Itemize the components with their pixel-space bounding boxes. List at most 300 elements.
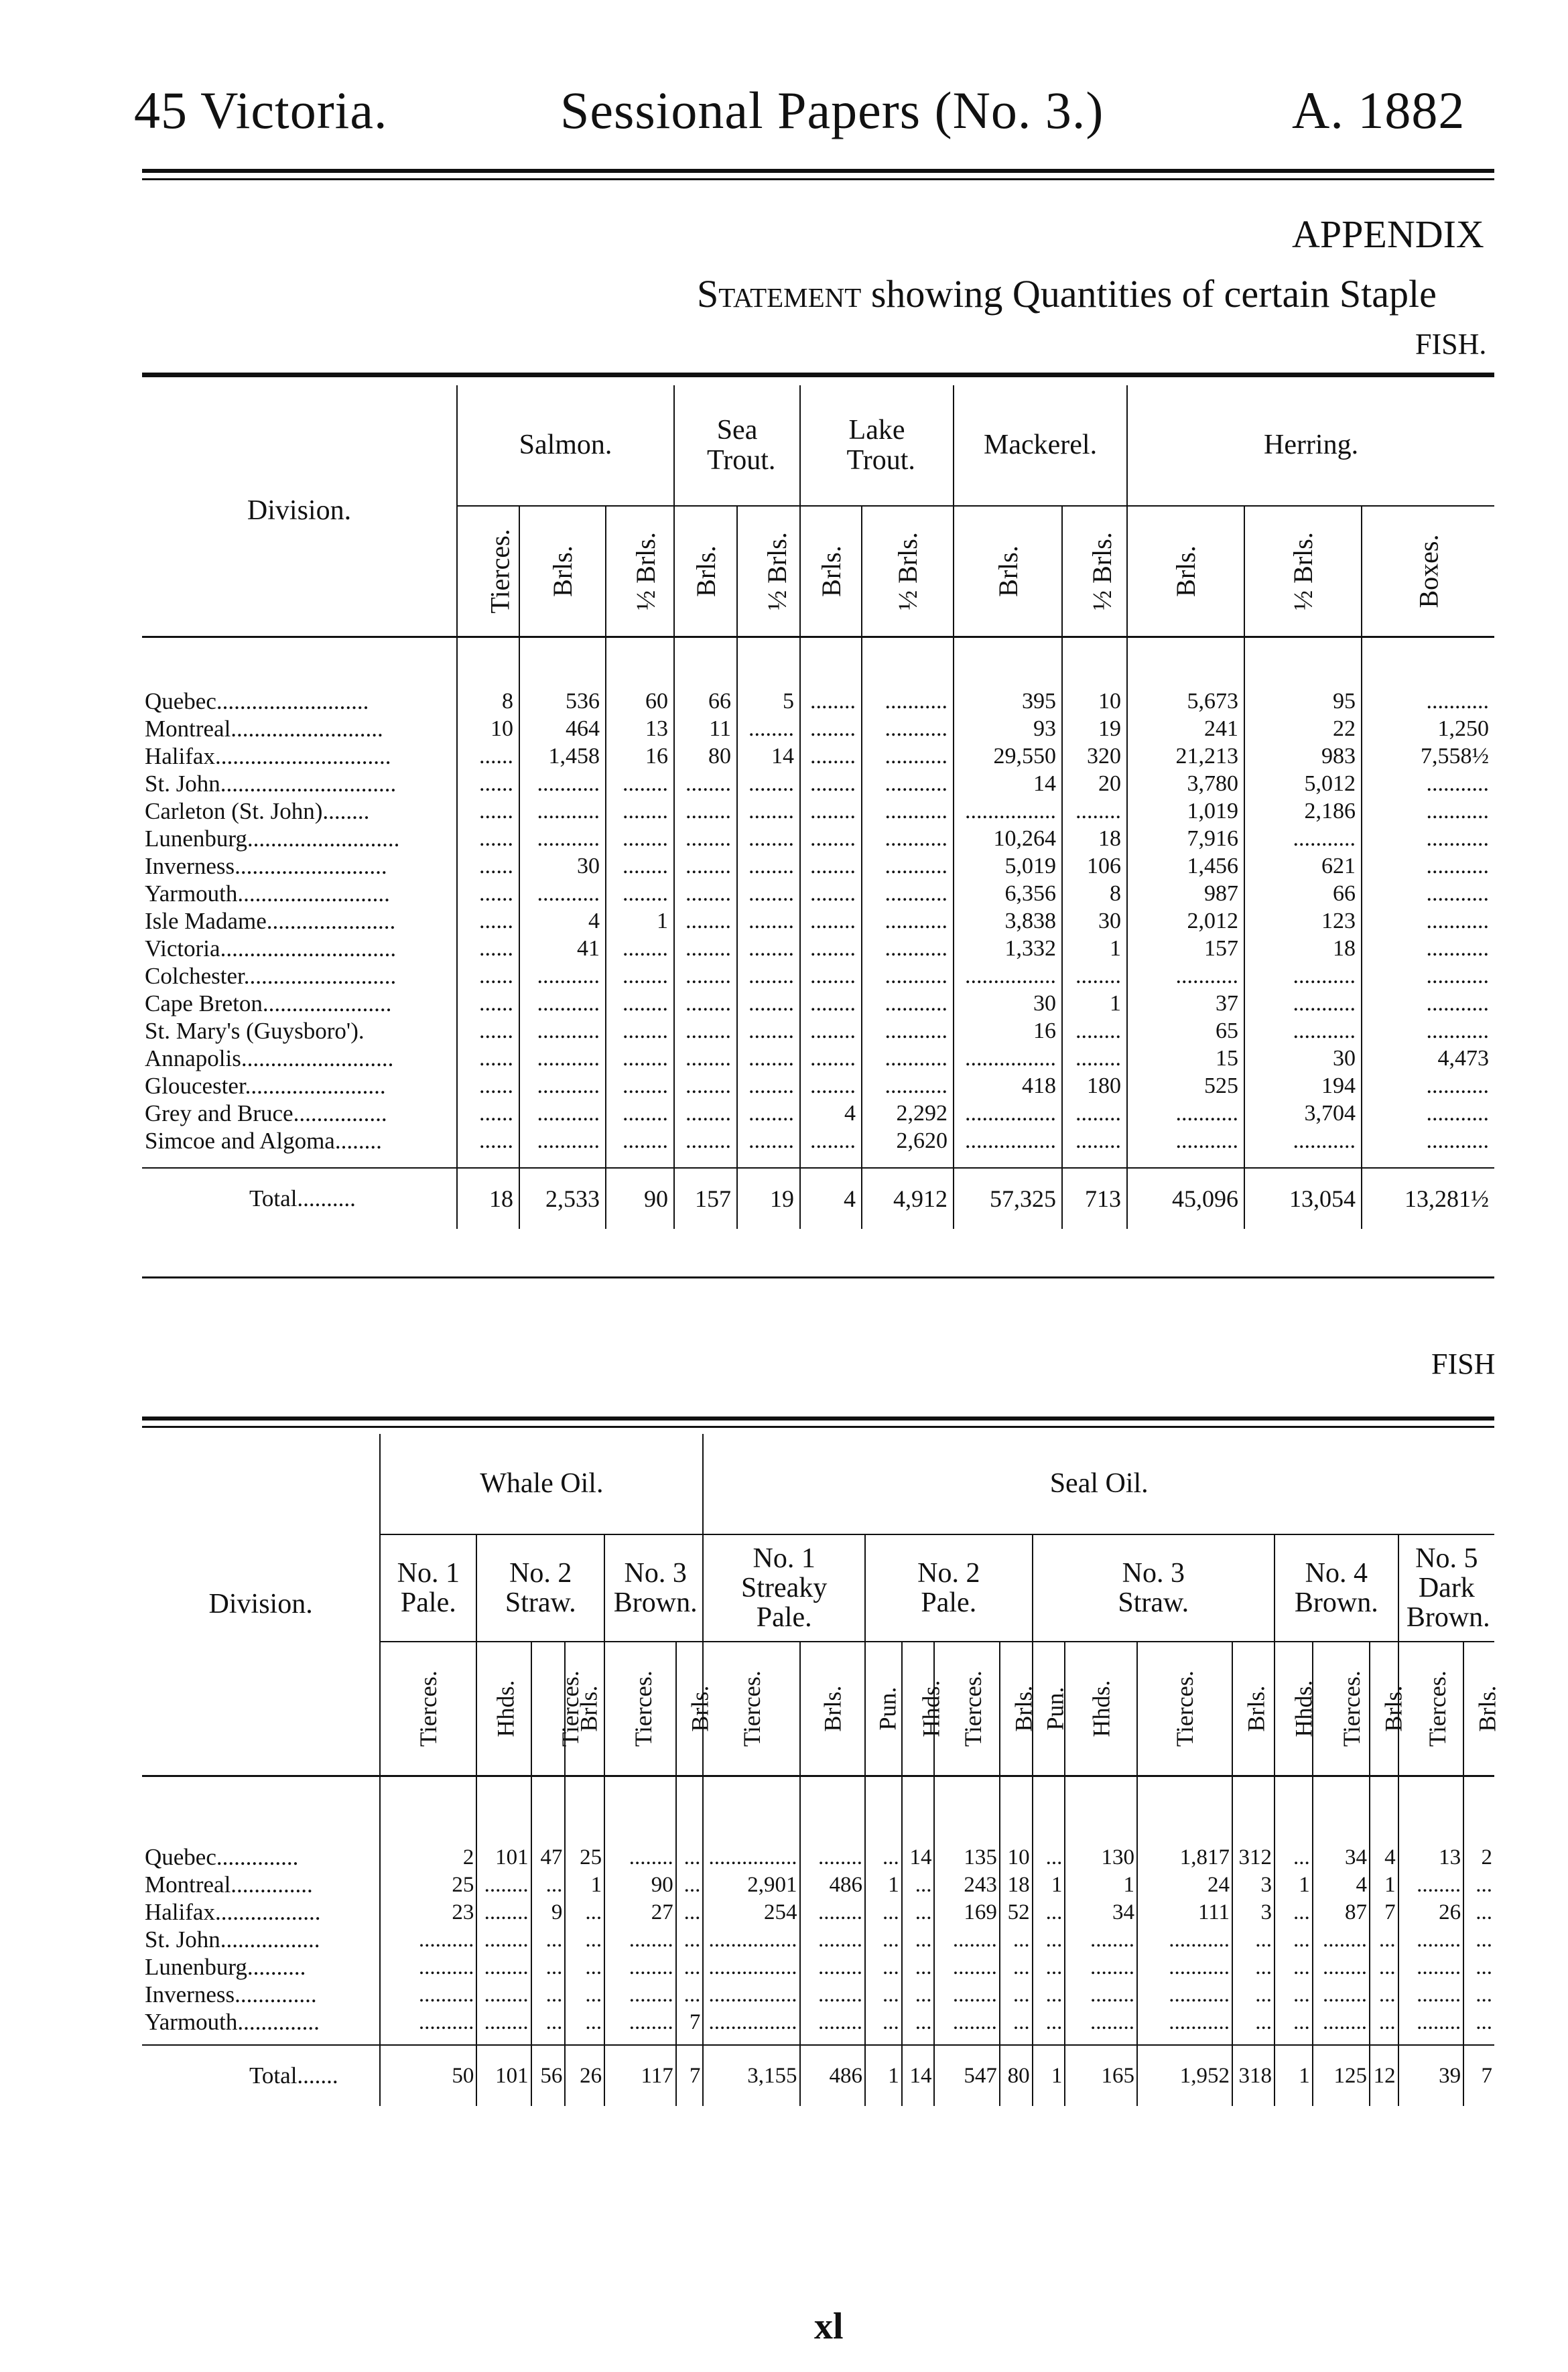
- unit-header: [1137, 1642, 1232, 1776]
- table-cell: 194: [1244, 1073, 1362, 1100]
- table-cell: 123: [1244, 908, 1362, 935]
- table-cell: ........: [1065, 2009, 1137, 2036]
- total-row: [142, 2045, 1494, 2106]
- group-sea-trout: Sea Trout.: [674, 385, 800, 506]
- unit-label: Hhds.: [1290, 1680, 1317, 1737]
- table-cell: 7,916: [1127, 826, 1244, 853]
- total-cell: 547: [934, 2045, 999, 2106]
- table-cell: 157: [1127, 935, 1244, 963]
- table-cell: 5,012: [1244, 771, 1362, 798]
- table-cell: ........: [800, 826, 862, 853]
- division-name: St. John.................: [145, 1926, 320, 1953]
- table-cell: 2: [1463, 1844, 1494, 1871]
- table-cell: ......: [457, 908, 519, 935]
- table-cell: ...: [865, 1954, 902, 1981]
- subgroup-header: [865, 1534, 1033, 1642]
- table-cell: 80: [674, 743, 737, 771]
- table-cell: 2,292: [862, 1100, 954, 1128]
- table-cell: ...: [1232, 2009, 1275, 2036]
- table-cell: ........: [1065, 1926, 1137, 1954]
- table-cell: ........: [800, 1926, 865, 1954]
- table-cell: 93: [954, 716, 1062, 743]
- table-cell: ........: [606, 853, 674, 880]
- table-cell: 320: [1062, 743, 1127, 771]
- table-cell: ...........: [1362, 908, 1494, 935]
- table-cell: ........: [737, 1073, 800, 1100]
- table-cell: 10: [1000, 1844, 1033, 1871]
- table-cell: 8: [457, 688, 519, 716]
- total-cell: 80: [1000, 2045, 1033, 2106]
- table-cell: ...........: [1362, 1073, 1494, 1100]
- table-cell: 241: [1127, 716, 1244, 743]
- table-cell: ...........: [519, 963, 606, 990]
- table-cell: ........: [674, 1045, 737, 1073]
- division-name: Cape Breton......................: [145, 990, 392, 1016]
- total-cell: 18: [457, 1168, 519, 1229]
- table-cell: ........: [800, 853, 862, 880]
- table-cell: ...........: [1362, 1018, 1494, 1045]
- subgroup-header: [604, 1534, 703, 1642]
- total-cell: 19: [737, 1168, 800, 1229]
- table-cell: ........: [674, 853, 737, 880]
- division-name: Grey and Bruce................: [145, 1100, 387, 1126]
- table-cell: ........: [606, 771, 674, 798]
- table-cell: ..........: [380, 2009, 476, 2036]
- table-cell: 3,704: [1244, 1100, 1362, 1128]
- table-cell: ...........: [862, 880, 954, 908]
- table-cell: 1: [606, 908, 674, 935]
- unit-label: Brls.: [815, 545, 846, 597]
- subgroup-header: [476, 1534, 604, 1642]
- unit-header: [676, 1642, 714, 1776]
- table-cell: ...........: [862, 688, 954, 716]
- table-cell: ...: [1232, 1954, 1275, 1981]
- table2-top-rule: [142, 1416, 1494, 1421]
- table-cell: 23: [380, 1899, 476, 1926]
- table-cell: 2,012: [1127, 908, 1244, 935]
- table-cell: ........: [674, 798, 737, 826]
- division-header-2: Division.: [208, 1589, 313, 1620]
- table-cell: ...: [1463, 1981, 1494, 2009]
- unit-label: ½ Brls.: [1086, 531, 1117, 610]
- division-name: Montreal..........................: [145, 715, 383, 742]
- table-row: [142, 908, 1494, 935]
- table-cell: ........: [737, 1018, 800, 1045]
- table-cell: ...: [865, 1899, 902, 1926]
- table-cell: 1: [1062, 935, 1127, 963]
- table-cell: ........: [800, 688, 862, 716]
- table-cell: ................: [703, 1926, 799, 1954]
- table-cell: ...: [902, 2009, 935, 2036]
- unit-header: [1062, 506, 1127, 637]
- table2-top-rule-thin: [142, 1426, 1494, 1428]
- unit-label: Hhds.: [492, 1680, 519, 1737]
- unit-header: [862, 506, 954, 637]
- total-cell: 13,054: [1244, 1168, 1362, 1229]
- table-cell: ...........: [519, 1045, 606, 1073]
- unit-label: Hhds.: [917, 1680, 945, 1737]
- table-cell: ..........: [380, 1954, 476, 1981]
- total-cell: 4: [800, 1168, 862, 1229]
- spacer-row: [142, 2036, 1494, 2045]
- table-cell: ...: [1000, 1954, 1033, 1981]
- unit-header: [1127, 506, 1244, 637]
- unit-header: [1362, 506, 1494, 637]
- table-cell: 5,673: [1127, 688, 1244, 716]
- total-cell: 4,912: [862, 1168, 954, 1229]
- subgroup-label: No. 1 Streaky Pale.: [741, 1542, 828, 1634]
- division-name: Inverness..........................: [145, 852, 387, 879]
- table-cell: ......: [457, 853, 519, 880]
- table-row: [142, 798, 1494, 826]
- subgroup-header: [1033, 1534, 1275, 1642]
- spacer-row: [142, 1776, 1494, 1844]
- unit-label: Tierces.: [415, 1670, 442, 1747]
- unit-label: Tierces.: [484, 529, 515, 614]
- table-cell: 14: [737, 743, 800, 771]
- division-name: Halifax..................: [145, 1898, 321, 1925]
- unit-label: Tierces.: [1171, 1670, 1198, 1747]
- table-cell: 2,186: [1244, 798, 1362, 826]
- table-row: [142, 963, 1494, 990]
- table-cell: 4: [800, 1100, 862, 1128]
- unit-header: [954, 506, 1062, 637]
- table-cell: 15: [1127, 1045, 1244, 1073]
- table-cell: 621: [1244, 853, 1362, 880]
- table-row: [142, 1871, 1494, 1899]
- table-cell: ...........: [1244, 990, 1362, 1018]
- total-cell: 13,281½: [1362, 1168, 1494, 1229]
- table-cell: ...........: [1362, 990, 1494, 1018]
- table-cell: ........: [800, 1018, 862, 1045]
- division-name: Colchester..........................: [145, 962, 397, 989]
- table-cell: ...: [531, 1981, 566, 2009]
- division-name: Montreal..............: [145, 1871, 313, 1898]
- table-cell: ........: [674, 1018, 737, 1045]
- total-cell: 45,096: [1127, 1168, 1244, 1229]
- unit-header: [800, 506, 862, 637]
- table-cell: ...........: [1137, 1926, 1232, 1954]
- division-name: Gloucester........................: [145, 1072, 386, 1099]
- table-cell: ................: [954, 963, 1062, 990]
- table-cell: ........: [1398, 1926, 1463, 1954]
- table-cell: 87: [1313, 1899, 1370, 1926]
- table-cell: ........: [1398, 1954, 1463, 1981]
- table-cell: ...: [1463, 1954, 1494, 1981]
- table-cell: 20: [1062, 771, 1127, 798]
- table-cell: ...........: [519, 798, 606, 826]
- fish-oil-table: [142, 1434, 1501, 2106]
- table-cell: 1: [565, 1871, 604, 1899]
- table-cell: ...: [1275, 1899, 1313, 1926]
- total-cell: 101: [476, 2045, 531, 2106]
- table-cell: ................: [703, 1954, 799, 1981]
- total-cell: 713: [1062, 1168, 1127, 1229]
- group-mackerel: Mackerel.: [954, 385, 1127, 506]
- table-cell: 130: [1065, 1844, 1137, 1871]
- table-cell: 25: [380, 1871, 476, 1899]
- table-cell: 34: [1313, 1844, 1370, 1871]
- table-cell: ........: [737, 798, 800, 826]
- table-cell: ...........: [862, 826, 954, 853]
- table-cell: 3: [1232, 1899, 1275, 1926]
- table-cell: 254: [703, 1899, 799, 1926]
- table-cell: ...........: [862, 1073, 954, 1100]
- subgroup-label: No. 2 Pale.: [917, 1557, 980, 1618]
- table-cell: ......: [457, 880, 519, 908]
- unit-label: Pun.: [874, 1687, 901, 1731]
- table-cell: ........: [737, 908, 800, 935]
- table-cell: ........: [1062, 963, 1127, 990]
- header-left: 45 Victoria.: [134, 81, 388, 139]
- total-row: [142, 1168, 1494, 1229]
- unit-label: Brls.: [1380, 1685, 1407, 1732]
- unit-label: Tierces.: [738, 1670, 765, 1747]
- total-cell: 90: [606, 1168, 674, 1229]
- fish-label-1: FISH.: [1415, 328, 1487, 360]
- table-cell: 24: [1137, 1871, 1232, 1899]
- table-cell: 169: [934, 1899, 999, 1926]
- table-cell: 22: [1244, 716, 1362, 743]
- table-cell: ........: [934, 2009, 999, 2036]
- unit-label: ½ Brls.: [761, 531, 792, 610]
- table-cell: ........: [674, 826, 737, 853]
- unit-label: ½ Brls.: [1288, 531, 1319, 610]
- total-cell: 3,155: [703, 2045, 799, 2106]
- table-cell: 30: [954, 990, 1062, 1018]
- table-cell: ........: [1313, 1926, 1370, 1954]
- table-cell: ........: [737, 935, 800, 963]
- table-cell: ........: [1313, 1981, 1370, 2009]
- table-cell: ........: [606, 963, 674, 990]
- division-header: Division.: [247, 495, 352, 526]
- subgroup-header: [703, 1534, 865, 1642]
- group-seal-oil: Seal Oil.: [703, 1434, 1494, 1534]
- unit-label: Brls.: [1242, 1685, 1270, 1732]
- table-cell: 536: [519, 688, 606, 716]
- table-cell: ...: [902, 1981, 935, 2009]
- table-row: [142, 1018, 1494, 1045]
- table-cell: ........: [604, 1954, 676, 1981]
- unit-header: [865, 1642, 902, 1776]
- table-row: [142, 1100, 1494, 1128]
- unit-label: Brls.: [819, 1685, 846, 1732]
- table-cell: ...: [531, 1954, 566, 1981]
- table-cell: 464: [519, 716, 606, 743]
- table-cell: ...........: [519, 1128, 606, 1155]
- unit-header: [737, 506, 800, 637]
- table-cell: ...........: [862, 935, 954, 963]
- division-name: Lunenburg..........: [145, 1953, 306, 1980]
- table-cell: ........: [1062, 1045, 1127, 1073]
- table-cell: 395: [954, 688, 1062, 716]
- header-rule-thin: [142, 178, 1494, 180]
- table-cell: ...........: [862, 716, 954, 743]
- table-cell: ...........: [1244, 963, 1362, 990]
- table-cell: 3: [1232, 1871, 1275, 1899]
- table1-bottom-rule: [142, 1276, 1494, 1278]
- total-cell: 57,325: [954, 1168, 1062, 1229]
- table-row: [142, 1045, 1494, 1073]
- unit-label: Tierces.: [1337, 1670, 1365, 1747]
- spacer-row: [142, 637, 1494, 688]
- table-cell: ........: [800, 1981, 865, 2009]
- table-cell: ...........: [1362, 798, 1494, 826]
- table-cell: 90: [604, 1871, 676, 1899]
- division-name: Yarmouth..............: [145, 2008, 320, 2035]
- table-cell: ...: [676, 1899, 704, 1926]
- table-cell: ........: [674, 880, 737, 908]
- table-cell: ........: [934, 1954, 999, 1981]
- table-cell: ........: [737, 1100, 800, 1128]
- group-lake-trout: Lake Trout.: [800, 385, 954, 506]
- subgroup-header: [1398, 1534, 1494, 1642]
- subgroup-label: No. 5 Dark Brown.: [1406, 1542, 1490, 1634]
- table-cell: ...: [565, 1899, 604, 1926]
- table-row: [142, 1981, 1494, 2009]
- table-cell: ..........: [380, 1981, 476, 2009]
- table-cell: ........: [674, 1128, 737, 1155]
- table-cell: ...: [565, 1981, 604, 2009]
- table-row: [142, 1128, 1494, 1155]
- table-cell: ........: [604, 1844, 676, 1871]
- table-cell: ...: [676, 1871, 704, 1899]
- table-cell: ...........: [1137, 1981, 1232, 2009]
- unit-label: Pun.: [1041, 1687, 1069, 1731]
- table-cell: ...........: [519, 1073, 606, 1100]
- table-cell: 1: [1062, 990, 1127, 1018]
- table-cell: 14: [902, 1844, 935, 1871]
- table-cell: 10: [457, 716, 519, 743]
- table-cell: ........: [737, 963, 800, 990]
- table-cell: ........: [606, 1100, 674, 1128]
- unit-header: [1398, 1642, 1463, 1776]
- group-salmon: Salmon.: [457, 385, 674, 506]
- table-cell: ........: [737, 826, 800, 853]
- table-cell: 243: [934, 1871, 999, 1899]
- table-cell: 18: [1244, 935, 1362, 963]
- table-cell: 30: [1062, 908, 1127, 935]
- table-cell: ...: [865, 2009, 902, 2036]
- table-cell: ...: [1033, 1899, 1065, 1926]
- table-cell: 10,264: [954, 826, 1062, 853]
- table-cell: ........: [674, 990, 737, 1018]
- table-cell: ........: [674, 908, 737, 935]
- table-cell: ...........: [1127, 963, 1244, 990]
- table-cell: ........: [1065, 1981, 1137, 2009]
- table-cell: ...........: [1362, 1128, 1494, 1155]
- table-cell: ...: [902, 1926, 935, 1954]
- subgroup-label: No. 3 Brown.: [613, 1557, 698, 1618]
- table-cell: ........: [604, 2009, 676, 2036]
- table-row: [142, 880, 1494, 908]
- unit-label: Tierces.: [630, 1670, 657, 1747]
- table-cell: ........: [737, 880, 800, 908]
- table-cell: ........: [606, 1045, 674, 1073]
- unit-header: [606, 506, 674, 637]
- unit-label: Hhds.: [1088, 1680, 1115, 1737]
- table-cell: ...........: [1137, 1954, 1232, 1981]
- table-cell: ...........: [519, 826, 606, 853]
- table-cell: ...........: [1244, 826, 1362, 853]
- table-cell: 180: [1062, 1073, 1127, 1100]
- table-cell: ...: [1232, 1981, 1275, 2009]
- subgroup-header: [380, 1534, 476, 1642]
- unit-label: Tierces.: [960, 1670, 987, 1747]
- table-cell: ................: [954, 1045, 1062, 1073]
- table-cell: ...........: [1127, 1100, 1244, 1128]
- table-cell: 21,213: [1127, 743, 1244, 771]
- table-cell: ...: [676, 1954, 704, 1981]
- unit-header: [476, 1642, 531, 1776]
- table-cell: 26: [1398, 1899, 1463, 1926]
- total-cell: 14: [902, 2045, 935, 2106]
- total-cell: 318: [1232, 2045, 1275, 2106]
- division-name: Quebec..........................: [145, 687, 369, 714]
- division-name: Isle Madame......................: [145, 907, 396, 934]
- table-cell: 60: [606, 688, 674, 716]
- table-cell: ...: [865, 1981, 902, 2009]
- table-cell: 1,019: [1127, 798, 1244, 826]
- table-cell: ........: [800, 990, 862, 1018]
- table-cell: ........: [1313, 1954, 1370, 1981]
- table-cell: 16: [606, 743, 674, 771]
- table-cell: 3,780: [1127, 771, 1244, 798]
- table-cell: ........: [606, 1128, 674, 1155]
- table-cell: 2: [380, 1844, 476, 1871]
- total-cell: 1: [1033, 2045, 1065, 2106]
- table-cell: ......: [457, 935, 519, 963]
- table-row: [142, 743, 1494, 771]
- table-cell: 65: [1127, 1018, 1244, 1045]
- table-cell: 13: [606, 716, 674, 743]
- table-cell: ...........: [1362, 1100, 1494, 1128]
- header-rule: [142, 169, 1494, 173]
- table-cell: ...........: [862, 963, 954, 990]
- table-cell: ...: [676, 1981, 704, 2009]
- division-name: Quebec..............: [145, 1843, 299, 1870]
- table-cell: ...: [1370, 1954, 1398, 1981]
- table-cell: ...: [531, 1926, 566, 1954]
- total-cell: 1,952: [1137, 2045, 1232, 2106]
- table-cell: ......: [457, 798, 519, 826]
- table-cell: ...: [1000, 2009, 1033, 2036]
- table-cell: ........: [476, 1954, 531, 1981]
- table-cell: ........: [606, 1018, 674, 1045]
- division-name: St. Mary's (Guysboro').: [145, 1017, 365, 1044]
- table-row: [142, 1954, 1494, 1981]
- table-cell: 4: [519, 908, 606, 935]
- table-cell: ...........: [862, 990, 954, 1018]
- unit-label: Brls.: [1010, 1685, 1037, 1732]
- division-name: Halifax..............................: [145, 742, 391, 769]
- table-cell: ................: [954, 798, 1062, 826]
- table-cell: ........: [674, 1100, 737, 1128]
- table-cell: ...........: [862, 1045, 954, 1073]
- table-cell: ...........: [1137, 2009, 1232, 2036]
- table-cell: ...: [902, 1954, 935, 1981]
- total-cell: 486: [800, 2045, 865, 2106]
- table-cell: 11: [674, 716, 737, 743]
- table-cell: ........: [800, 1954, 865, 1981]
- table-cell: 37: [1127, 990, 1244, 1018]
- table-row: [142, 688, 1494, 716]
- table-cell: ........: [800, 1844, 865, 1871]
- table-cell: ................: [703, 2009, 799, 2036]
- division-name: Annapolis..........................: [145, 1045, 394, 1071]
- table-cell: ........: [737, 1128, 800, 1155]
- table-cell: ...........: [519, 771, 606, 798]
